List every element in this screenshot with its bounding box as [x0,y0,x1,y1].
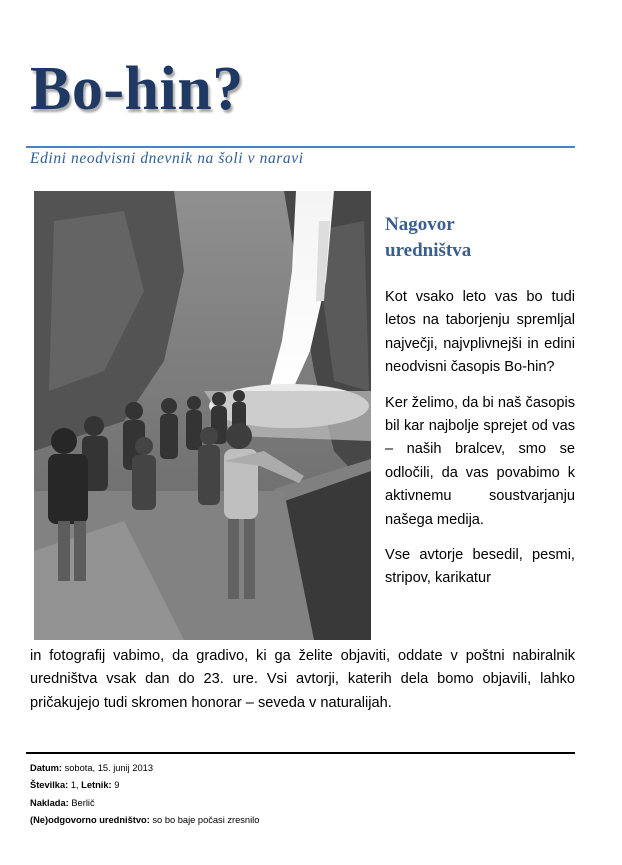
editors-value: so bo baje počasi zresnilo [149,814,260,825]
waterfall-group-photo [34,191,371,640]
date-value: sobota, 15. junij 2013 [62,763,154,773]
year-value: 9 [111,780,120,791]
date-label: Datum: [30,763,63,773]
editors-label: (Ne)odgovorno uredništvo: [30,814,150,825]
subtitle: Edini neodvisni dnevnik na šoli v naravi [30,150,304,167]
masthead-title: Bo-hin? [30,55,244,123]
article-paragraph-2: Ker želimo, da bi naš časopis bil kar najbolje sprejet od vas – naših bralcev, smo se odločili, da vas povabimo k aktivnemu soustvarjanju našega medija. [385,394,575,528]
article-title [385,212,575,264]
issue-info [30,760,259,829]
article-paragraph-1: Kot vsako leto vas bo tudi letos na taborjenju spremljal največji, najvplivnejši in edini neodvisni časopis Bo-hin? [385,289,575,376]
issue-editors [30,812,259,829]
article-paragraph-3-start: Vse avtorje besedil, pesmi, stripov, karikatur [385,547,575,587]
issue-print [30,795,259,812]
issue-date [30,760,259,777]
article-title-line1: Nagovor [385,214,455,235]
footer-rule [26,752,575,754]
article-column [385,286,575,603]
article-paragraph-3-end: in fotografij vabimo, da gradivo, ki ga želite objaviti, oddate v poštni nabiralnik uredništva vsak dan do 23. ure. Vsi avtorji, katerih dela bomo objavili, lahko pričakujejo tudi skromen honorar – seveda v naturalijah. [30,648,575,711]
print-label: Naklada: [30,797,69,808]
masthead-rule [26,146,575,148]
year-label: Letnik: [81,780,112,791]
issue-value: 1, [68,780,82,791]
issue-label: Številka: [30,780,69,791]
issue-number [30,777,259,794]
print-value: Berlič [68,797,95,808]
photo-illustration [34,191,371,640]
article-title-line2: uredništva [385,240,472,261]
